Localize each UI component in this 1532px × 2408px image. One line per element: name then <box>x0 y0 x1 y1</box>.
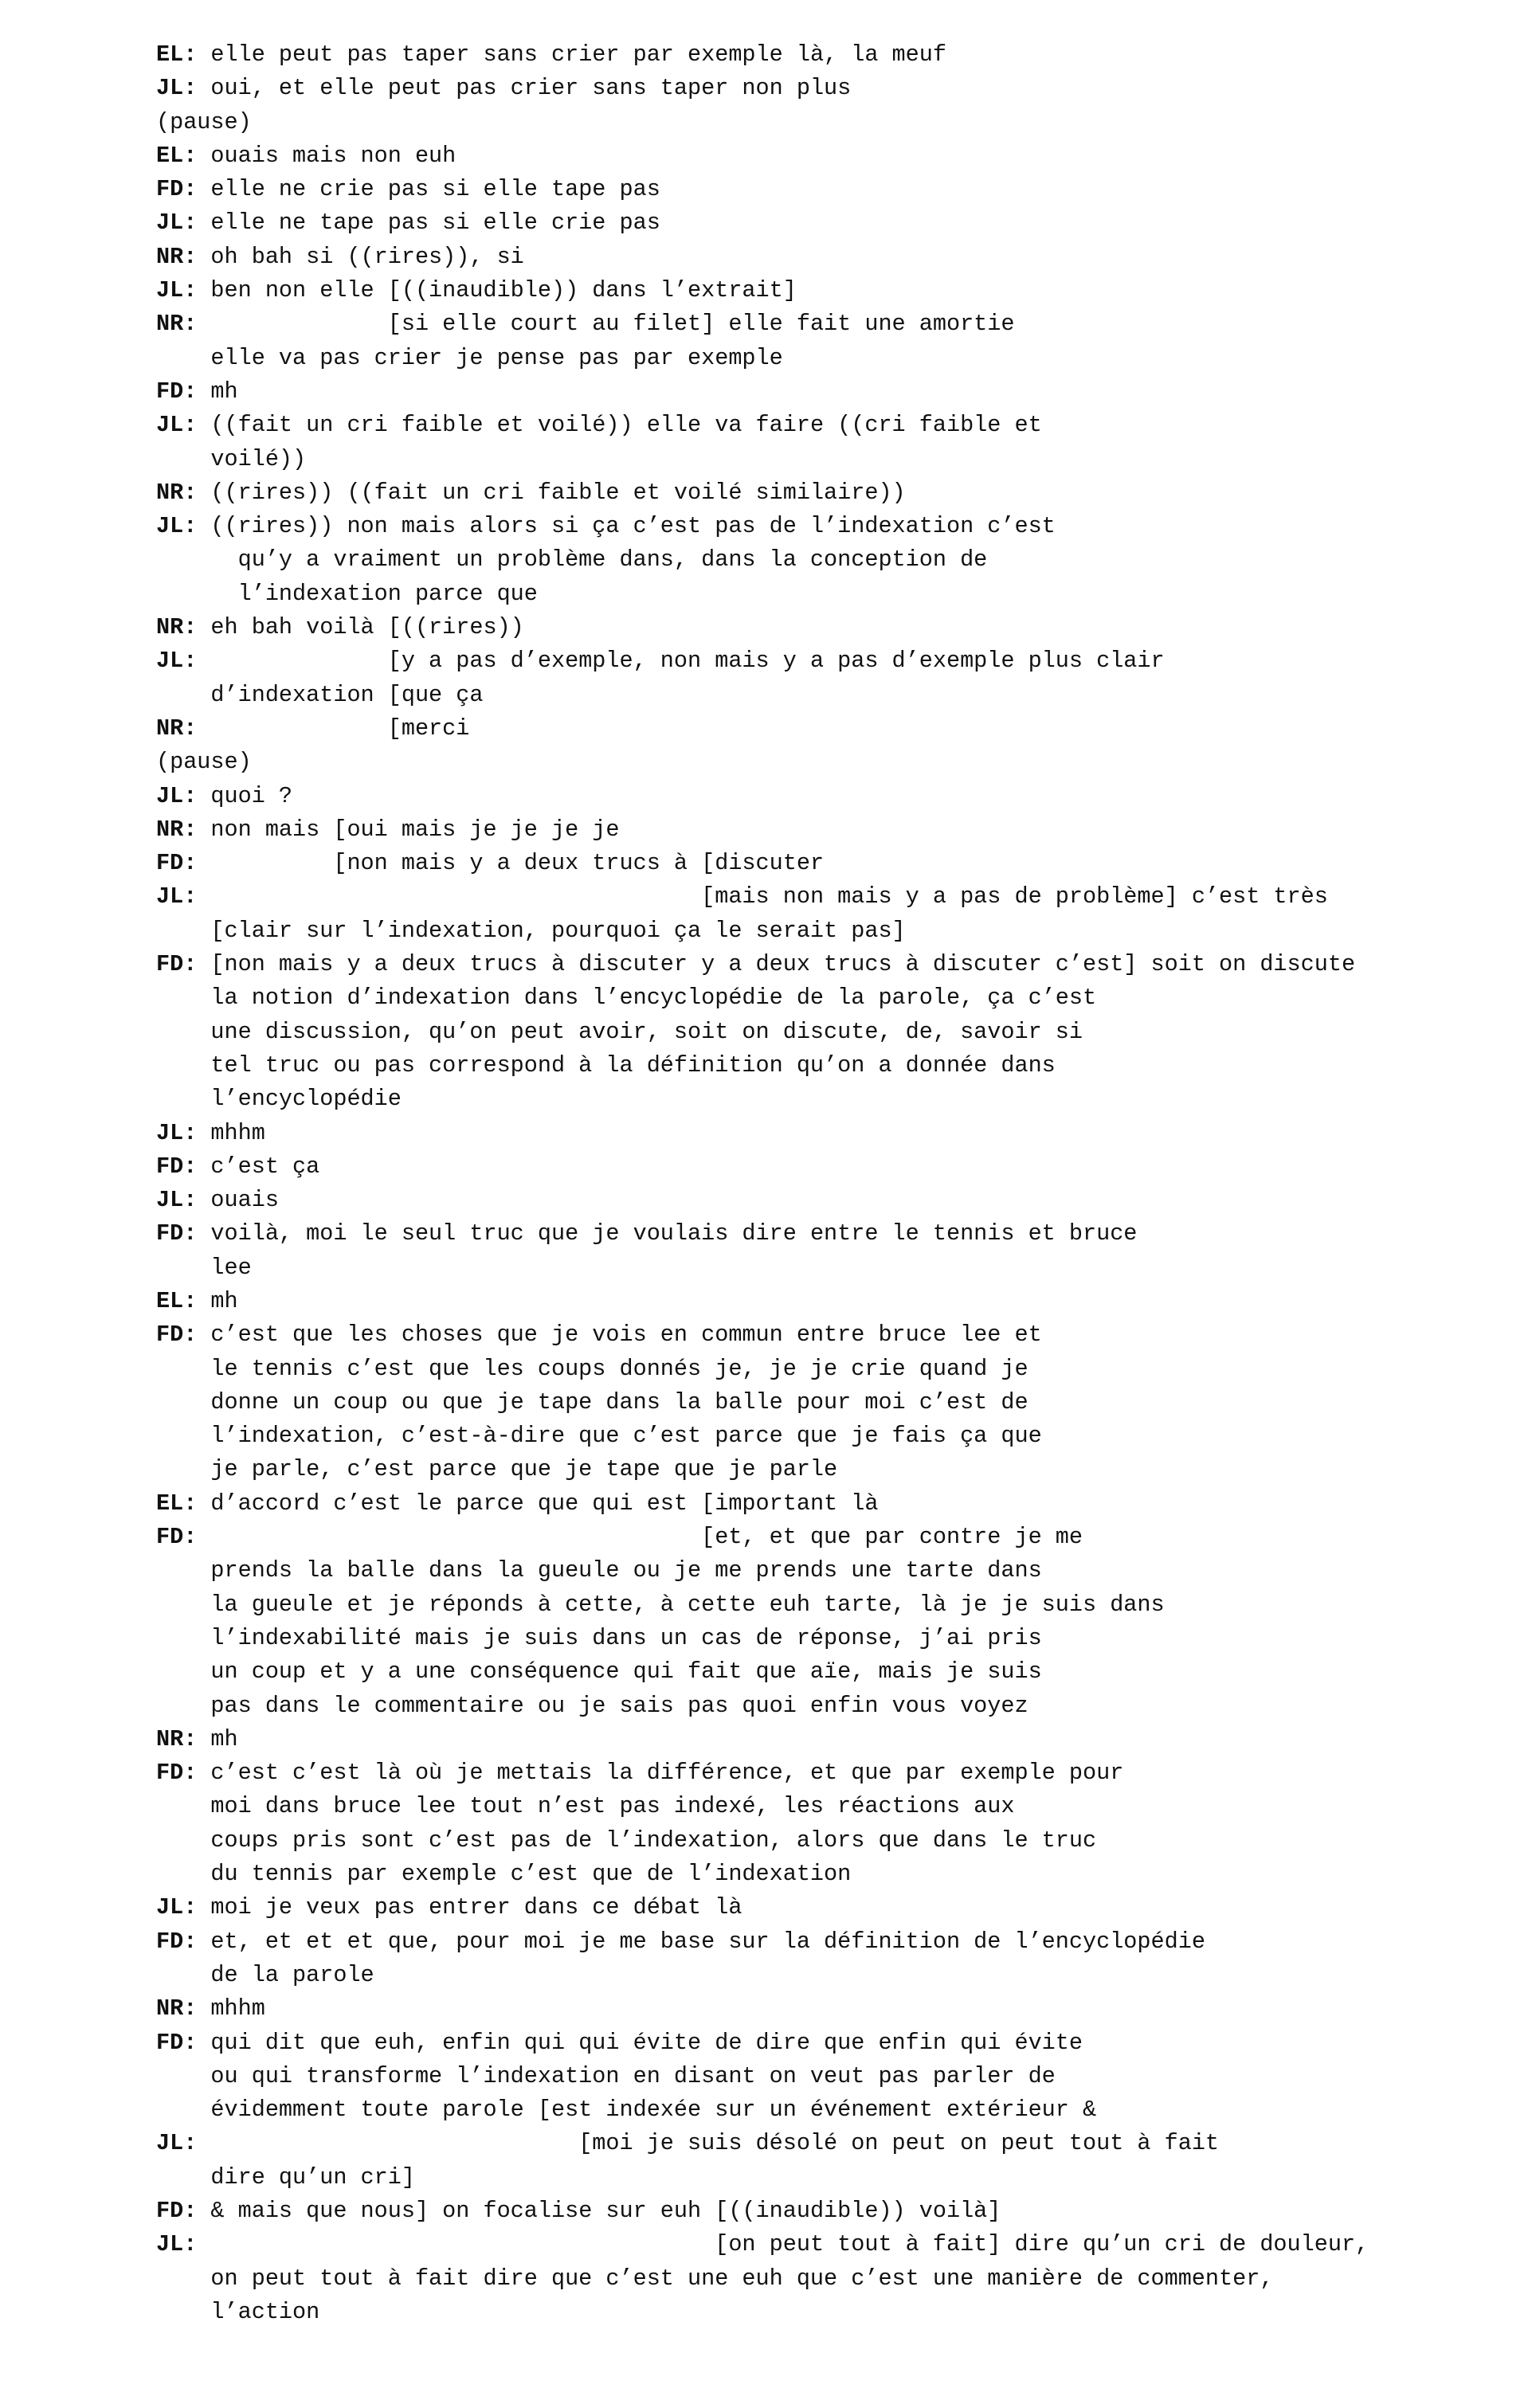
utterance-text: l’encyclopédie <box>156 1086 402 1113</box>
transcript-line <box>156 780 1510 813</box>
transcript-line <box>156 1285 1510 1318</box>
speaker-label: JL: <box>156 782 198 809</box>
speaker-label: NR: <box>156 1725 198 1752</box>
utterance-text: tel truc ou pas correspond à la définition qu’on a donnée dans <box>156 1051 1056 1079</box>
utterance-text: ((rires)) ((fait un cri faible et voilé similaire)) <box>197 479 906 506</box>
transcript-line <box>156 1655 1510 1689</box>
transcript-line <box>156 1083 1510 1116</box>
utterance-text: lee <box>156 1254 252 1281</box>
speaker-label: JL: <box>156 1187 198 1214</box>
transcript-line <box>156 1049 1510 1083</box>
transcript-line <box>156 1419 1510 1453</box>
speaker-label: FD: <box>156 378 198 405</box>
transcript-line <box>156 948 1510 981</box>
utterance-text: mh <box>197 378 238 405</box>
utterance-text: d’indexation [que ça <box>156 681 484 708</box>
transcript-line <box>156 1217 1510 1251</box>
transcript-line <box>156 914 1510 948</box>
transcript-line <box>156 679 1510 712</box>
speaker-label: EL: <box>156 1287 198 1314</box>
utterance-text: évidemment toute parole [est indexée sur un événement extérieur & <box>156 2097 1097 2124</box>
transcript-line <box>156 712 1510 746</box>
utterance-text: mhhm <box>197 1119 265 1146</box>
speaker-label: NR: <box>156 1995 198 2022</box>
utterance-text: ((fait un cri faible et voilé)) elle va faire ((cri faible et <box>197 412 1042 439</box>
transcript-line <box>156 1386 1510 1419</box>
speaker-label: FD: <box>156 1760 198 1787</box>
transcript-line <box>156 342 1510 375</box>
utterance-text: de la parole <box>156 1961 374 1988</box>
utterance-text: dire qu’un cri] <box>156 2163 415 2191</box>
utterance-text: (pause) <box>156 108 252 135</box>
transcript-line <box>156 2195 1510 2228</box>
transcript-line <box>156 476 1510 510</box>
utterance-text: non mais [oui mais je je je je <box>197 816 620 843</box>
transcript-line <box>156 375 1510 409</box>
speaker-label: FD: <box>156 1220 198 1247</box>
transcript-line <box>156 1487 1510 1521</box>
utterance-text: elle va pas crier je pense pas par exemple <box>156 344 783 371</box>
transcript-line <box>156 644 1510 678</box>
speaker-label: FD: <box>156 951 198 978</box>
utterance-text: [y a pas d’exemple, non mais y a pas d’exemple plus clair <box>197 648 1165 675</box>
utterance-text: [non mais y a deux trucs à discuter y a deux trucs à discuter c’est] soit on discute <box>197 951 1356 978</box>
transcript-line <box>156 72 1510 105</box>
utterance-text: oui, et elle peut pas crier sans taper non plus <box>197 75 852 102</box>
transcript-line <box>156 443 1510 476</box>
speaker-label: JL: <box>156 1119 198 1146</box>
utterance-text: d’accord c’est le parce que qui est [important là <box>197 1490 879 1517</box>
utterance-text: une discussion, qu’on peut avoir, soit on discute, de, savoir si <box>156 1018 1083 1045</box>
utterance-text: et, et et et que, pour moi je me base sur la définition de l’encyclopédie <box>197 1928 1205 1955</box>
utterance-text: ben non elle [((inaudible)) dans l’extrait] <box>197 277 797 304</box>
utterance-text: du tennis par exemple c’est que de l’indexation <box>156 1861 852 1888</box>
transcript-line <box>156 1723 1510 1756</box>
transcript-line <box>156 206 1510 240</box>
speaker-label: NR: <box>156 715 198 742</box>
speaker-label: FD: <box>156 850 198 877</box>
transcript-line <box>156 611 1510 644</box>
utterance-text: quoi ? <box>197 782 293 809</box>
transcript-line <box>156 38 1510 72</box>
transcript-line <box>156 1992 1510 2026</box>
utterance-text: voilé)) <box>156 445 307 472</box>
utterance-text: mh <box>197 1287 238 1314</box>
speaker-label: JL: <box>156 1894 198 1921</box>
utterance-text: l’indexation, c’est-à-dire que c’est parce que je fais ça que <box>156 1423 1042 1450</box>
transcript-line <box>156 2093 1510 2127</box>
speaker-label: FD: <box>156 2029 198 2056</box>
transcript-line <box>156 578 1510 611</box>
utterance-text: (pause) <box>156 749 252 776</box>
utterance-text: un coup et y a une conséquence qui fait que aïe, mais je suis <box>156 1658 1042 1686</box>
utterance-text: c’est c’est là où je mettais la différence, et que par exemple pour <box>197 1760 1124 1787</box>
utterance-text: ou qui transforme l’indexation en disant on veut pas parler de <box>156 2062 1056 2089</box>
speaker-label: JL: <box>156 277 198 304</box>
transcript-line <box>156 307 1510 341</box>
utterance-text: la gueule et je réponds à cette, à cette euh tarte, là je je suis dans <box>156 1591 1165 1618</box>
transcript-line <box>156 1622 1510 1655</box>
utterance-text: mh <box>197 1725 238 1752</box>
speaker-label: NR: <box>156 311 198 338</box>
utterance-text: la notion d’indexation dans l’encyclopédie de la parole, ça c’est <box>156 985 1097 1012</box>
transcript-line <box>156 1184 1510 1217</box>
speaker-label: NR: <box>156 243 198 270</box>
utterance-text: [on peut tout à fait] dire qu’un cri de douleur, <box>197 2231 1369 2258</box>
transcript-line <box>156 106 1510 139</box>
speaker-label: EL: <box>156 142 198 169</box>
utterance-text: [non mais y a deux trucs à [discuter <box>197 850 825 877</box>
transcript-line <box>156 2296 1510 2329</box>
utterance-text: [et, et que par contre je me <box>197 1524 1083 1551</box>
transcript-line <box>156 543 1510 577</box>
speaker-label: JL: <box>156 2130 198 2157</box>
utterance-text: elle ne crie pas si elle tape pas <box>197 176 660 203</box>
transcript-line <box>156 241 1510 274</box>
utterance-text: mhhm <box>197 1995 265 2022</box>
speaker-label: FD: <box>156 1524 198 1551</box>
transcript-line <box>156 1756 1510 1790</box>
transcript-line <box>156 1891 1510 1924</box>
speaker-label: NR: <box>156 614 198 641</box>
utterance-text: [si elle court au filet] elle fait une amortie <box>197 311 1015 338</box>
transcript-line <box>156 1453 1510 1486</box>
transcript-line <box>156 1016 1510 1049</box>
utterance-text: [moi je suis désolé on peut on peut tout à fait <box>197 2130 1220 2157</box>
transcript-line <box>156 1318 1510 1352</box>
speaker-label: FD: <box>156 1321 198 1349</box>
utterance-text: oh bah si ((rires)), si <box>197 243 524 270</box>
transcript-line <box>156 1925 1510 1959</box>
utterance-text: eh bah voilà [((rires)) <box>197 614 524 641</box>
transcript-line <box>156 2161 1510 2195</box>
utterance-text: voilà, moi le seul truc que je voulais dire entre le tennis et bruce <box>197 1220 1138 1247</box>
speaker-label: NR: <box>156 816 198 843</box>
utterance-text: qui dit que euh, enfin qui qui évite de dire que enfin qui évite <box>197 2029 1083 2056</box>
transcript-line <box>156 1858 1510 1891</box>
transcript-line <box>156 981 1510 1015</box>
speaker-label: NR: <box>156 479 198 506</box>
utterance-text: elle ne tape pas si elle crie pas <box>197 209 660 237</box>
utterance-text: ((rires)) non mais alors si ça c’est pas de l’indexation c’est <box>197 513 1056 540</box>
utterance-text: pas dans le commentaire ou je sais pas quoi enfin vous voyez <box>156 1692 1029 1719</box>
utterance-text: c’est ça <box>197 1153 320 1180</box>
speaker-label: JL: <box>156 412 198 439</box>
speaker-label: JL: <box>156 883 198 910</box>
transcript-line <box>156 1690 1510 1723</box>
transcript-line <box>156 173 1510 206</box>
transcript-line <box>156 1521 1510 1554</box>
utterance-text: ouais mais non euh <box>197 142 456 169</box>
utterance-text: l’indexation parce que <box>156 580 538 607</box>
utterance-text: on peut tout à fait dire que c’est une euh que c’est une manière de commenter, <box>156 2265 1274 2292</box>
transcript-line <box>156 510 1510 543</box>
transcript-line <box>156 880 1510 914</box>
speaker-label: FD: <box>156 1928 198 1955</box>
utterance-text: [mais non mais y a pas de problème] c’est très <box>197 883 1328 910</box>
transcript-line <box>156 1251 1510 1285</box>
transcript <box>156 38 1510 2329</box>
speaker-label: JL: <box>156 2231 198 2258</box>
transcript-line <box>156 2228 1510 2261</box>
transcript-line <box>156 1554 1510 1588</box>
utterance-text: elle peut pas taper sans crier par exemple là, la meuf <box>197 41 946 68</box>
transcript-line <box>156 1117 1510 1150</box>
transcript-line <box>156 746 1510 779</box>
utterance-text: moi dans bruce lee tout n’est pas indexé, les réactions aux <box>156 1793 1015 1820</box>
speaker-label: JL: <box>156 648 198 675</box>
utterance-text: l’indexabilité mais je suis dans un cas de réponse, j’ai pris <box>156 1624 1042 1651</box>
utterance-text: & mais que nous] on focalise sur euh [((inaudible)) voilà] <box>197 2198 1001 2224</box>
transcript-line <box>156 1150 1510 1184</box>
utterance-text: moi je veux pas entrer dans ce débat là <box>197 1894 742 1921</box>
utterance-text: je parle, c’est parce que je tape que je parle <box>156 1456 838 1483</box>
speaker-label: FD: <box>156 2198 198 2224</box>
transcript-line <box>156 847 1510 880</box>
utterance-text: l’action <box>156 2298 320 2325</box>
utterance-text: le tennis c’est que les coups donnés je, je je crie quand je <box>156 1355 1029 1382</box>
transcript-line <box>156 1790 1510 1823</box>
transcript-line <box>156 1353 1510 1386</box>
speaker-label: JL: <box>156 513 198 540</box>
transcript-line <box>156 2127 1510 2160</box>
speaker-label: EL: <box>156 41 198 68</box>
utterance-text: prends la balle dans la gueule ou je me prends une tarte dans <box>156 1557 1042 1584</box>
utterance-text: ouais <box>197 1187 279 1214</box>
utterance-text: donne un coup ou que je tape dans la balle pour moi c’est de <box>156 1388 1029 1415</box>
speaker-label: FD: <box>156 1153 198 1180</box>
speaker-label: JL: <box>156 75 198 102</box>
transcript-line <box>156 2262 1510 2296</box>
utterance-text: c’est que les choses que je vois en commun entre bruce lee et <box>197 1321 1042 1349</box>
transcript-line <box>156 139 1510 173</box>
utterance-text: [clair sur l’indexation, pourquoi ça le serait pas] <box>156 917 906 944</box>
transcript-line <box>156 1824 1510 1858</box>
utterance-text: [merci <box>197 715 470 742</box>
transcript-line <box>156 2060 1510 2093</box>
utterance-text: qu’y a vraiment un problème dans, dans la conception de <box>156 546 988 574</box>
speaker-label: EL: <box>156 1490 198 1517</box>
transcript-line <box>156 409 1510 442</box>
transcript-line <box>156 274 1510 307</box>
transcript-line <box>156 1959 1510 1992</box>
speaker-label: FD: <box>156 176 198 203</box>
transcript-line <box>156 813 1510 847</box>
transcript-line <box>156 2026 1510 2060</box>
transcript-line <box>156 1588 1510 1622</box>
utterance-text: coups pris sont c’est pas de l’indexation, alors que dans le truc <box>156 1827 1097 1854</box>
speaker-label: JL: <box>156 209 198 237</box>
